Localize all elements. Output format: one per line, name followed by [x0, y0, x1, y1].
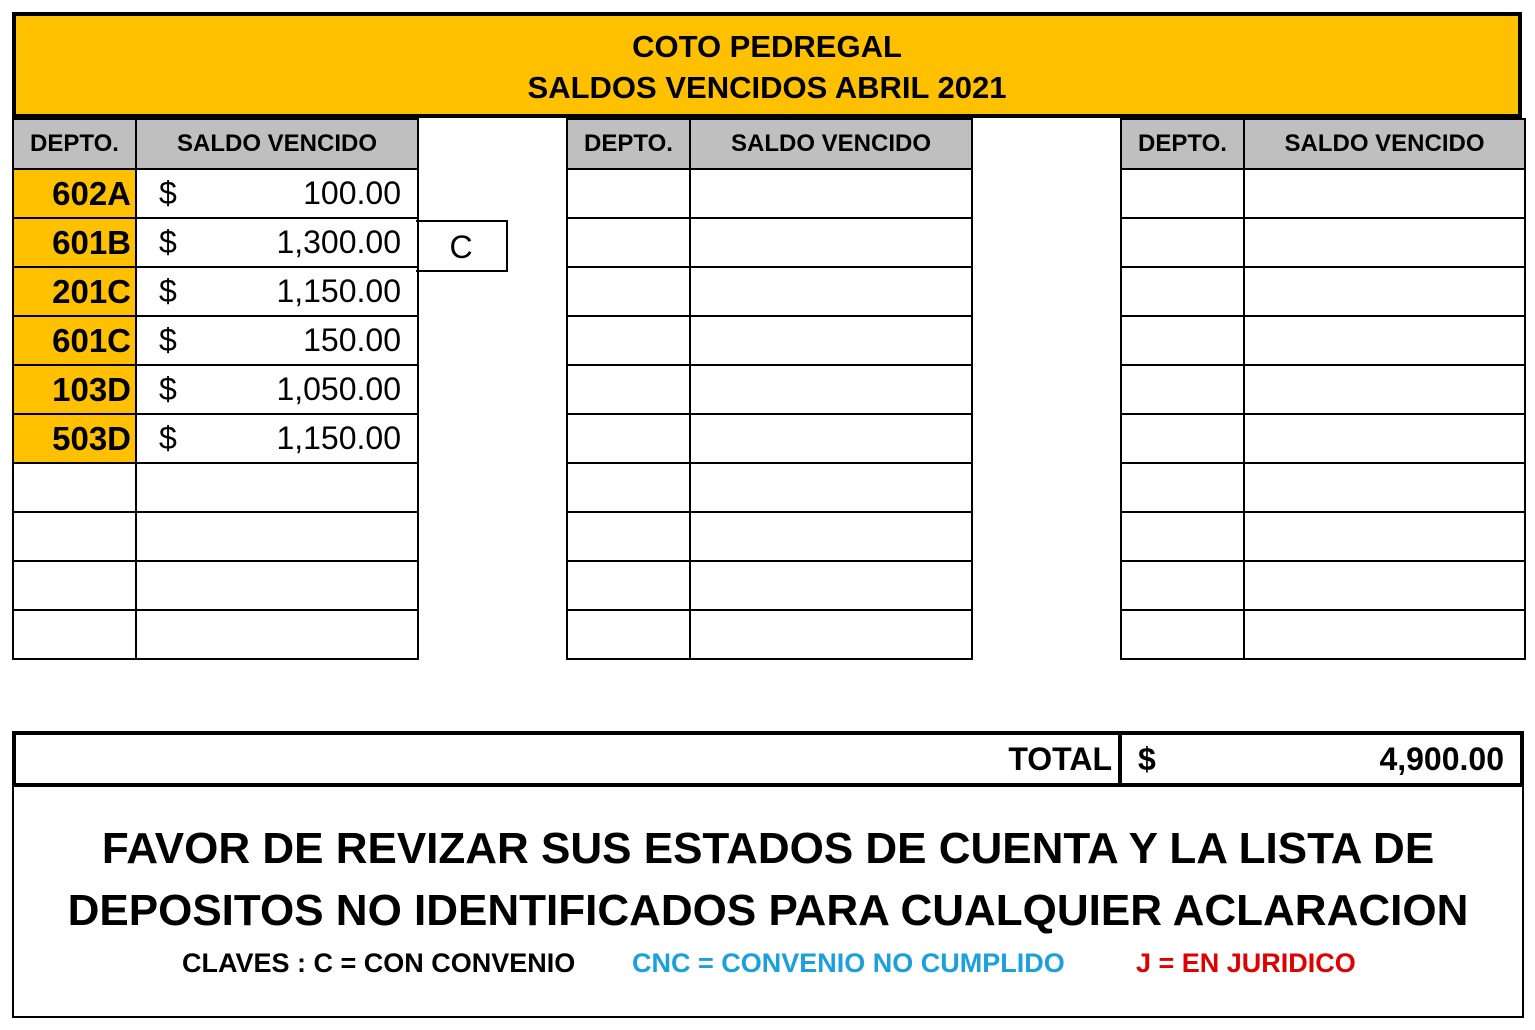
saldo-cell[interactable]: [1244, 169, 1525, 218]
saldo-cell[interactable]: [1244, 512, 1525, 561]
currency-symbol: $: [159, 420, 177, 456]
table-row-empty: [567, 463, 972, 512]
depto-header: DEPTO.: [1121, 119, 1244, 169]
saldo-cell[interactable]: [136, 414, 418, 463]
table-row-empty: [567, 365, 972, 414]
saldo-cell[interactable]: [136, 512, 418, 561]
currency-symbol: $: [159, 175, 177, 211]
balances-table-3: [1120, 118, 1526, 660]
total-label: TOTAL: [1008, 741, 1112, 777]
table-row-empty: [567, 316, 972, 365]
saldo-cell[interactable]: [136, 463, 418, 512]
saldo-cell[interactable]: [1244, 267, 1525, 316]
saldo-cell[interactable]: [136, 218, 418, 267]
depto-cell[interactable]: [1121, 365, 1244, 414]
saldo-cell[interactable]: [690, 169, 972, 218]
depto-cell[interactable]: [567, 463, 690, 512]
title-line-1: COTO PEDREGAL: [632, 29, 902, 64]
table-row: [13, 414, 418, 463]
total-value: 4,900.00: [1379, 741, 1504, 777]
table-row-empty: [1121, 561, 1525, 610]
table-row-empty: [1121, 169, 1525, 218]
table-row-empty: [13, 610, 418, 659]
notice-line-1: FAVOR DE REVIZAR SUS ESTADOS DE CUENTA Y LA LISTA DE: [101, 824, 1435, 873]
saldo-cell[interactable]: [1244, 365, 1525, 414]
depto-cell[interactable]: [567, 267, 690, 316]
saldo-cell[interactable]: [136, 365, 418, 414]
table-row: [13, 316, 418, 365]
depto-cell[interactable]: [1121, 561, 1244, 610]
depto-cell[interactable]: [1121, 414, 1244, 463]
depto-cell[interactable]: [13, 463, 136, 512]
total-value-cell[interactable]: [1120, 731, 1524, 787]
amount-value: 1,300.00: [276, 224, 401, 260]
depto-header: DEPTO.: [13, 119, 136, 169]
table-row-empty: [1121, 267, 1525, 316]
saldo-cell[interactable]: [690, 561, 972, 610]
amount-value: 150.00: [303, 322, 401, 358]
table-row-empty: [567, 512, 972, 561]
depto-cell[interactable]: [567, 414, 690, 463]
saldo-cell[interactable]: [690, 316, 972, 365]
table-row: [13, 365, 418, 414]
key-cnc: CNC = CONVENIO NO CUMPLIDO: [632, 948, 1065, 978]
currency-symbol: $: [159, 273, 177, 309]
table-row-empty: [1121, 218, 1525, 267]
saldo-cell[interactable]: [690, 512, 972, 561]
saldo-cell[interactable]: [1244, 463, 1525, 512]
depto-cell[interactable]: [567, 561, 690, 610]
saldo-cell[interactable]: [690, 610, 972, 659]
table-row: [13, 218, 418, 267]
total-currency: $: [1138, 741, 1156, 777]
saldo-cell[interactable]: [1244, 218, 1525, 267]
depto-cell[interactable]: [13, 561, 136, 610]
saldo-cell[interactable]: [690, 218, 972, 267]
saldo-cell[interactable]: [690, 414, 972, 463]
depto-cell[interactable]: [1121, 218, 1244, 267]
saldo-cell[interactable]: [1244, 316, 1525, 365]
depto-cell[interactable]: 602A: [13, 169, 136, 218]
saldo-header: SALDO VENCIDO: [690, 119, 972, 169]
amount-value: 100.00: [303, 175, 401, 211]
saldo-cell[interactable]: [1244, 610, 1525, 659]
depto-cell[interactable]: [567, 316, 690, 365]
saldo-header: SALDO VENCIDO: [136, 119, 418, 169]
saldo-cell[interactable]: [690, 267, 972, 316]
convenio-note-cell[interactable]: C: [416, 220, 508, 272]
depto-cell[interactable]: [1121, 316, 1244, 365]
saldo-cell[interactable]: [136, 610, 418, 659]
table-row-empty: [1121, 610, 1525, 659]
depto-cell[interactable]: [13, 512, 136, 561]
table-row: [13, 169, 418, 218]
depto-cell[interactable]: [567, 610, 690, 659]
table-row-empty: [567, 218, 972, 267]
table-row-empty: [13, 561, 418, 610]
notice-box: [12, 786, 1524, 1018]
amount-value: 1,150.00: [276, 420, 401, 456]
notice-line-2: DEPOSITOS NO IDENTIFICADOS PARA CUALQUIER ACLARACION: [67, 886, 1469, 935]
table-row: [13, 267, 418, 316]
saldo-cell[interactable]: [1244, 414, 1525, 463]
depto-header: DEPTO.: [567, 119, 690, 169]
table-row-empty: [13, 512, 418, 561]
table-row-empty: [567, 169, 972, 218]
currency-symbol: $: [159, 322, 177, 358]
currency-symbol: $: [159, 224, 177, 260]
total-label-cell: [12, 731, 1122, 787]
saldo-cell[interactable]: [136, 316, 418, 365]
saldo-cell[interactable]: [136, 267, 418, 316]
table-row-empty: [567, 610, 972, 659]
balances-table-2: [566, 118, 973, 660]
depto-cell[interactable]: [1121, 463, 1244, 512]
sheet-title: [12, 12, 1522, 118]
depto-cell[interactable]: [1121, 169, 1244, 218]
table-row-empty: [1121, 365, 1525, 414]
key-c: CLAVES : C = CON CONVENIO: [182, 948, 576, 978]
depto-cell[interactable]: 601B: [13, 218, 136, 267]
table-row-empty: [567, 267, 972, 316]
depto-cell[interactable]: [13, 610, 136, 659]
depto-cell[interactable]: 201C: [13, 267, 136, 316]
depto-cell[interactable]: [567, 512, 690, 561]
saldo-header: SALDO VENCIDO: [1244, 119, 1525, 169]
currency-symbol: $: [159, 371, 177, 407]
depto-cell[interactable]: [1121, 267, 1244, 316]
depto-cell[interactable]: [1121, 610, 1244, 659]
table-row-empty: [13, 463, 418, 512]
saldo-cell[interactable]: [136, 561, 418, 610]
saldo-cell[interactable]: [1244, 561, 1525, 610]
depto-cell[interactable]: 601C: [13, 316, 136, 365]
table-header-row: [1121, 119, 1525, 169]
amount-value: 1,050.00: [276, 371, 401, 407]
title-line-2: SALDOS VENCIDOS ABRIL 2021: [527, 70, 1007, 105]
table-row-empty: [1121, 463, 1525, 512]
table-row-empty: [1121, 316, 1525, 365]
depto-cell[interactable]: [567, 218, 690, 267]
table-row-empty: [1121, 512, 1525, 561]
table-header-row: [13, 119, 418, 169]
balances-table-1: [12, 118, 419, 660]
key-j: J = EN JURIDICO: [1136, 948, 1356, 978]
depto-cell[interactable]: 103D: [13, 365, 136, 414]
depto-cell[interactable]: [567, 169, 690, 218]
saldo-cell[interactable]: [690, 365, 972, 414]
saldo-cell[interactable]: [690, 463, 972, 512]
depto-cell[interactable]: [1121, 512, 1244, 561]
depto-cell[interactable]: 503D: [13, 414, 136, 463]
saldo-cell[interactable]: [136, 169, 418, 218]
table-row-empty: [567, 561, 972, 610]
table-header-row: [567, 119, 972, 169]
depto-cell[interactable]: [567, 365, 690, 414]
amount-value: 1,150.00: [276, 273, 401, 309]
table-row-empty: [1121, 414, 1525, 463]
table-row-empty: [567, 414, 972, 463]
